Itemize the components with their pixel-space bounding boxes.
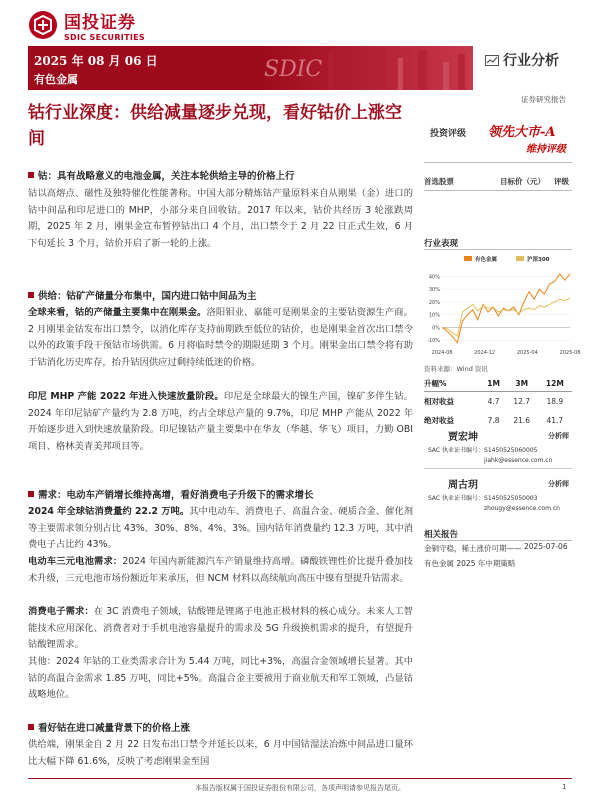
series-line	[442, 298, 570, 336]
brand-logo	[28, 8, 145, 42]
table-row	[424, 411, 572, 430]
related-report-date: 2025-07-06	[524, 542, 568, 551]
bullet-icon	[28, 172, 34, 178]
chart-icon	[485, 55, 499, 66]
y-tick-label: 20%	[428, 299, 440, 306]
table-header: 3M	[506, 376, 538, 392]
row-label: 绝对收益	[424, 416, 454, 425]
banner-decoration	[258, 46, 473, 90]
x-tick-label: 2025-08	[559, 350, 581, 356]
legend-label: 有色金属	[475, 257, 498, 263]
y-tick-label: 0%	[432, 325, 440, 332]
x-tick-label: 2025-04	[516, 350, 538, 356]
chart-source: 资料来源：Wind 资讯	[424, 365, 488, 373]
analyst-name: 周古玥	[448, 480, 478, 491]
divider	[424, 190, 572, 191]
table-cell: 21.6	[513, 416, 531, 425]
legend-swatch	[464, 256, 472, 261]
rating-label: 投资评级	[430, 129, 467, 139]
report-type-label: 行业分析	[503, 53, 559, 69]
divider	[424, 540, 572, 541]
table-header-row	[424, 376, 572, 392]
analyst-name: 贾宏坤	[448, 432, 478, 443]
x-tick-label: 2024-12	[474, 350, 496, 356]
footer-divider	[28, 778, 572, 779]
rating-value: 领先大市-A	[488, 125, 556, 140]
section-heading: 钴：具有战略意义的电池金属，关注本轮供给主导的价格上行	[28, 168, 295, 182]
analyst-email[interactable]: zhougy@essence.com.cn	[484, 505, 560, 512]
section-heading: 供给：钴矿产储量分布集中，国内进口钴中间品为主	[28, 288, 257, 302]
page-number: 1	[562, 783, 567, 791]
rating-change: 维持评级	[526, 144, 566, 155]
paragraph-lead: 消费电子需求：	[28, 606, 94, 617]
legend-swatch	[516, 256, 524, 261]
paragraph: 消费电子需求：在 3C 消费电子领域，钴酸锂是锂离子电池正极材料的核心成分。未来人工智能技术应用深化、消费者对于手机电池容量提升的需求及 5G 升级换机需求的提升，有望提升钴酸锂需求。	[28, 606, 413, 651]
table-cell: 41.7	[546, 416, 564, 425]
table-header: 升幅%	[424, 376, 481, 392]
analyst-email[interactable]: jiahk@essence.com.cn	[484, 457, 553, 464]
returns-table	[424, 376, 572, 430]
table-row	[424, 392, 572, 412]
paragraph-lead: 全球来看，钴的产储量主要集中在刚果金。	[28, 307, 207, 318]
brand-name-en: SDIC SECURITIES	[64, 33, 145, 42]
paragraph-lead: 2024 年全球钴消费量约 22.2 万吨。	[28, 506, 190, 517]
table-header: 12M	[538, 376, 572, 392]
report-date: 2025 年 08 月 06 日	[34, 54, 158, 68]
table-cell: 4.7	[487, 397, 500, 406]
analyst-sac: SAC 执业证书编号：S1450525050003	[428, 495, 538, 502]
divider	[424, 468, 572, 469]
section-heading: 需求：电动车产销增长维持高增，看好消费电子升级下的需求增长	[28, 487, 314, 501]
related-heading: 相关报告	[424, 530, 459, 540]
bullet-icon	[28, 292, 34, 298]
analyst-role: 分析师	[548, 480, 569, 488]
paragraph: 供给端，刚果金自 2 月 22 日发布出口禁令并延长以来，6 月中国钴湿法冶炼中间品进口量环比大幅下降 61.6%，反映了考虑刚果金至国	[28, 739, 413, 767]
legend-label: 沪深300	[527, 257, 550, 263]
report-title: 钴行业深度：供给减量逐步兑现，看好钴价上涨空间	[28, 103, 402, 149]
stock-header-rating: 评级	[554, 177, 569, 186]
section-heading: 看好钴在进口减量背景下的价格上涨	[28, 720, 190, 734]
stock-header-target: 目标价（元）	[500, 177, 545, 186]
divider	[424, 162, 572, 163]
header-banner	[28, 46, 473, 90]
analyst-sac: SAC 执业证书编号：S1450525060005	[428, 447, 538, 454]
y-tick-label: 10%	[428, 312, 440, 319]
y-tick-label: 30%	[428, 287, 440, 294]
report-sector: 有色金属	[34, 73, 78, 86]
banner-deco-text: SDIC	[264, 57, 323, 82]
stock-header-name: 首选股票	[424, 177, 454, 186]
paragraph-lead: 印尼 MHP 产能 2022 年进入快速放量阶段。	[28, 391, 224, 402]
paragraph: 其他：2024 年钴的工业类需求合计为 5.44 万吨，同比+3%，高温合金领域增长显著。其中钴的高温合金需求 1.85 万吨，同比+5%。高温合金主要被用于商业航天和军工领域，凸显钴战略地位。	[28, 656, 413, 701]
related-report-link[interactable]: 金铜守稳，稀土涨价可期——有色金属 2025 年中期策略	[424, 544, 522, 568]
series-line	[442, 274, 570, 343]
table-header: 1M	[481, 376, 505, 392]
report-department: 证券研究报告	[521, 95, 566, 104]
table-cell: 18.9	[546, 397, 564, 406]
footer-disclaimer: 本报告版权属于国投证券股份有限公司，各项声明请参见报告尾页。	[195, 784, 405, 792]
paragraph-lead: 电动车三元电池需求：	[28, 556, 123, 567]
y-tick-label: -10%	[427, 338, 440, 345]
report-type	[485, 50, 559, 70]
divider	[424, 249, 572, 250]
paragraph: 印尼 MHP 产能 2022 年进入快速放量阶段。印尼是全球最大的镍生产国，镍矿多伴生钴。2024 年印尼钴矿产量约为 2.8 万吨，约占全球总产量的 9.7%，印尼 MHP 产能从 2022 年开始逐步进入到快速放量阶段。印尼镍钴产量主要集中在华友（华越、华飞）项目，力勤 OBI 项目、格林美青美邦项目等。	[28, 391, 413, 452]
paragraph: 电动车三元电池需求：2024 年国内新能源汽车产销量维持高增。磷酸铁锂性价比提升叠加技术升级，三元电池市场份额近年来承压，但 NCM 材料以高续航向高压中镍有望提升钴需求。	[28, 556, 413, 584]
performance-heading: 行业表现	[424, 239, 459, 249]
y-tick-label: 40%	[428, 274, 440, 281]
bullet-icon	[28, 724, 34, 730]
paragraph: 全球来看，钴的产储量主要集中在刚果金。洛阳钼业、嘉能可是刚果金的主要钴资源生产商。2 月刚果金钴发布出口禁令，以消化库存支持前期跌至低位的钴价，也是刚果金首次出口禁令以外的政策手段干预钴市场供需。6 月将临时禁令的期限延期 3 个月。刚果金出口禁令将有助于钴消化历史库存，抬升钴因供应过剩持续低迷的价格。	[28, 307, 413, 368]
table-cell: 12.7	[513, 397, 531, 406]
row-label: 相对收益	[424, 397, 454, 406]
paragraph: 钴以高熔点、磁性及独特催化性能著称。中国大部分精炼钴产量原料来自从刚果（金）进口的钴中间品和印尼进口的 MHP，小部分来自回收钴。2017 年以来，钴价共经历 3 轮涨跌周期，2025 年 2 月，刚果金宣布暂停钴出口 4 个月，出口禁令于 2 月 22 日正式生效，6 月下旬延长 3 个月，钴价开启了新一轮的上涨。	[28, 188, 413, 249]
sdic-logo-icon	[28, 10, 58, 40]
paragraph: 2024 年全球钴消费量约 22.2 万吨。其中电动车、消费电子、高温合金、硬质合金、催化剂等主要需求领分别占比 43%、30%、8%、4%、3%。国内钴年消费量约 12.3 万吨，其中消费电子占比约 43%。	[28, 506, 413, 551]
performance-chart	[424, 252, 581, 362]
analyst-role: 分析师	[548, 432, 569, 440]
bullet-icon	[28, 491, 34, 497]
brand-name-cn: 国投证券	[64, 13, 136, 33]
table-cell: 7.8	[487, 416, 500, 425]
x-tick-label: 2024-08	[431, 350, 453, 356]
